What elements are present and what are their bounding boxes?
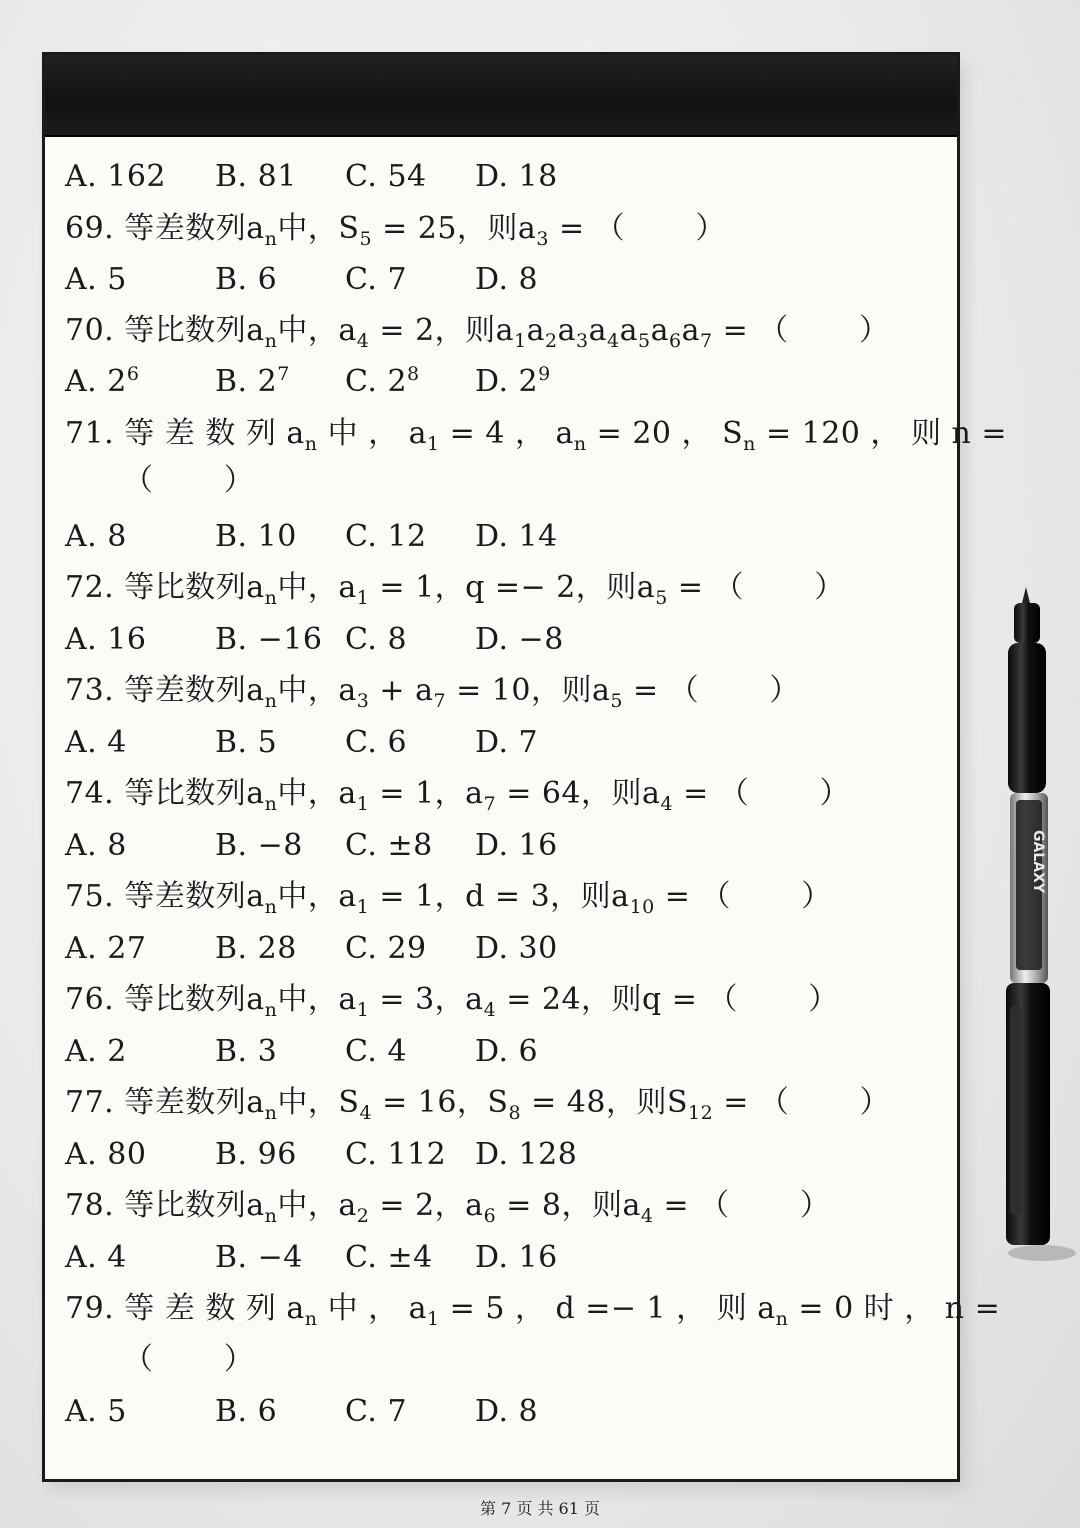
answer-option: B. −8 [215, 828, 303, 863]
answer-option: B. 5 [215, 725, 278, 760]
answer-option: D. 128 [475, 1137, 578, 1172]
answer-option: B. −4 [215, 1240, 303, 1275]
notepad-binding [45, 55, 957, 137]
answer-option: A. 2 [65, 1034, 127, 1069]
question-stem: 73. 等差数列$a_n$中，$a_3 + a_7 = 10$，则$a_5$ = （ ） [65, 673, 800, 712]
page-number: 第 7 页 共 61 页 [480, 1499, 600, 1518]
answer-option: A. 5 [65, 262, 127, 297]
answer-option: A. 5 [65, 1394, 127, 1429]
answer-options [65, 1392, 538, 1432]
answer-option: B. −16 [215, 622, 323, 657]
answer-option: D. 7 [475, 725, 539, 760]
answer-option: B. 28 [215, 931, 297, 966]
question-stem: 75. 等差数列$a_n$中，$a_1 = 1$，d = 3，则$a_{10}$ = （ ） [65, 879, 832, 918]
answer-options [65, 929, 558, 969]
answer-option: D. 18 [475, 159, 558, 194]
question-stem: 72. 等比数列$a_n$中，$a_1 = 1$，q =− 2，则$a_5$ = （ ） [65, 570, 845, 609]
answer-option: D. 8 [475, 262, 539, 297]
answer-option: A. 162 [65, 159, 166, 194]
pen-icon [990, 585, 1080, 1265]
answer-option: A. 8 [65, 519, 127, 554]
answer-option: B. 10 [215, 519, 297, 554]
answer-option: C. 7 [345, 1394, 408, 1429]
answer-option: C. ±4 [345, 1240, 433, 1275]
answer-option: B. 96 [215, 1137, 297, 1172]
answer-options [65, 517, 558, 557]
answer-option: A. $2^6$ [65, 363, 140, 399]
question-stem: 76. 等比数列$a_n$中，$a_1 = 3$，$a_4 = 24$，则q = （ ） [65, 982, 839, 1021]
question-stem: 69. 等差数列$a_n$中，$S_5 = 25$，则$a_3$ = （ ） [65, 211, 726, 250]
answer-option: C. 29 [345, 931, 427, 966]
question-stem: 74. 等比数列$a_n$中，$a_1 = 1$，$a_7 = 64$，则$a_4$ = （ ） [65, 776, 850, 815]
answer-options [65, 723, 538, 763]
answer-option: B. 6 [215, 1394, 278, 1429]
answer-option: D. 16 [475, 828, 558, 863]
answer-options [65, 1135, 577, 1175]
notepad [42, 52, 1007, 1482]
answer-option: C. 54 [345, 159, 427, 194]
answer-options [65, 362, 551, 402]
answer-options [65, 157, 558, 197]
answer-option: A. 4 [65, 1240, 127, 1275]
answer-option: B. 3 [215, 1034, 278, 1069]
pen-brand: GALAXY [1030, 830, 1046, 894]
answer-option: B. $2^7$ [215, 363, 290, 399]
answer-option: C. 4 [345, 1034, 408, 1069]
answer-option: C. 7 [345, 262, 408, 297]
answer-option: D. 8 [475, 1394, 539, 1429]
answer-option: A. 80 [65, 1137, 147, 1172]
answer-option: C. 112 [345, 1137, 447, 1172]
question-stem: 71. 等 差 数 列 $a_n$ 中 ， $a_1 = 4$ ， $a_n = 20$ ， $S_n = 120$ ， 则 n = [65, 416, 1007, 455]
answer-option: C. ±8 [345, 828, 433, 863]
answer-option: D. 6 [475, 1034, 539, 1069]
answer-options [65, 826, 558, 866]
answer-option: D. −8 [475, 622, 564, 657]
question-continuation: （ ） [123, 1342, 255, 1377]
question-continuation: （ ） [123, 463, 255, 498]
answer-option: D. $2^9$ [475, 363, 551, 399]
answer-options [65, 1238, 558, 1278]
answer-option: A. 8 [65, 828, 127, 863]
answer-option: C. 6 [345, 725, 408, 760]
answer-option: B. 6 [215, 262, 278, 297]
answer-option: B. 81 [215, 159, 297, 194]
answer-options [65, 1032, 538, 1072]
question-stem: 77. 等差数列$a_n$中，$S_4 = 16$，$S_8 = 48$，则$S_{12}$ = （ ） [65, 1085, 891, 1124]
question-stem: 79. 等 差 数 列 $a_n$ 中 ， $a_1 = 5$ ， d =− 1 ， 则 $a_n = 0$ 时 ， n = [65, 1291, 1001, 1330]
answer-option: A. 4 [65, 725, 127, 760]
answer-option: C. $2^8$ [345, 363, 420, 399]
answer-option: D. 14 [475, 519, 558, 554]
answer-option: C. 12 [345, 519, 427, 554]
answer-options [65, 260, 538, 300]
question-stem: 70. 等比数列$a_n$中，$a_4 = 2$，则$a_1a_2a_3a_4a_5a_6a_7$ = （ ） [65, 313, 890, 352]
answer-option: A. 27 [65, 931, 147, 966]
question-stem: 78. 等比数列$a_n$中，$a_2 = 2$，$a_6 = 8$，则$a_4$ = （ ） [65, 1188, 831, 1227]
answer-option: D. 30 [475, 931, 558, 966]
answer-options [65, 620, 564, 660]
answer-option: A. 16 [65, 622, 147, 657]
answer-option: C. 8 [345, 622, 408, 657]
answer-option: D. 16 [475, 1240, 558, 1275]
